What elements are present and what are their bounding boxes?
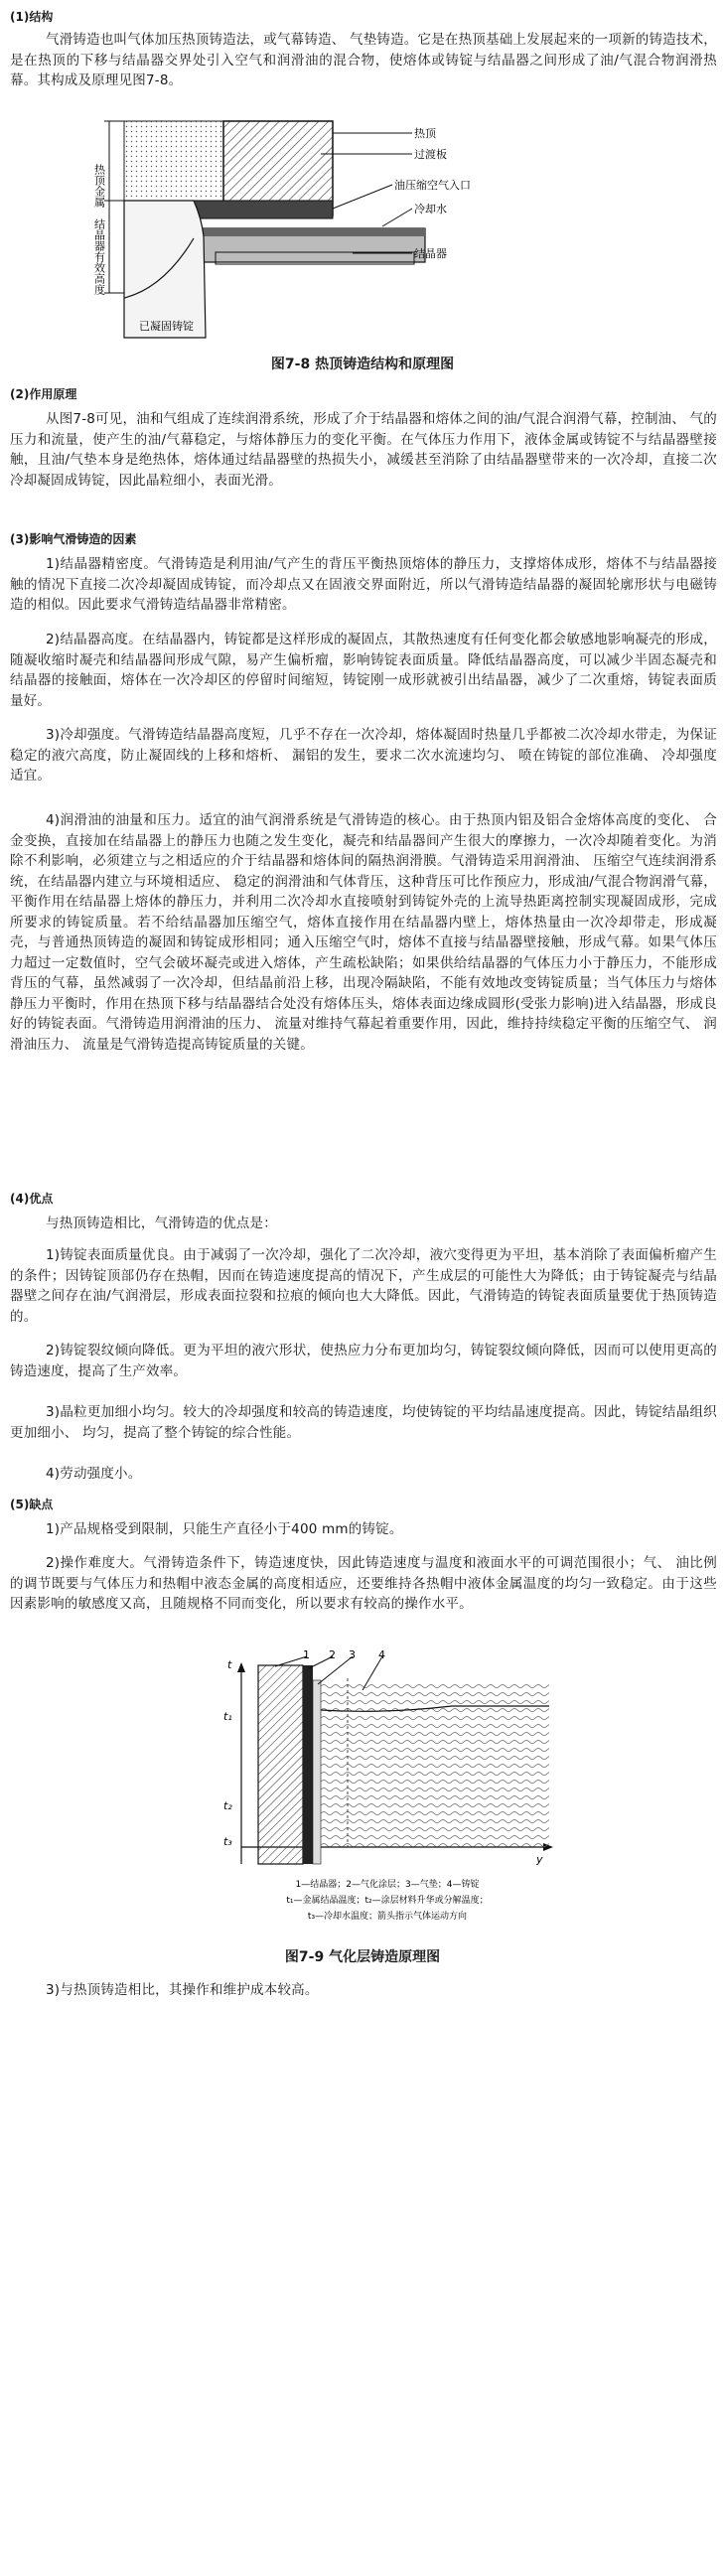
label-transition-plate: 过渡板: [414, 148, 447, 161]
label-hot-top: 热顶: [414, 127, 436, 140]
transition-plate: [194, 201, 333, 218]
label-solidified-ingot: 已凝固铸锭: [139, 320, 194, 333]
axis-label-t1: t₁: [223, 1710, 232, 1723]
solidified-ingot: [124, 201, 206, 338]
figure-7-8-caption: 图7-8 热顶铸造结构和原理图: [270, 357, 455, 372]
paragraph-factor-2: 2)结晶器高度。在结晶器内，铸锭都是这样形成的凝固点，其散热速度有任何变化都会敏感地影响凝壳的形成，随凝收缩时凝壳和结晶器间形成气隙，易产生偏析瘤，影响铸锭表面质量。降低结晶器高度，可以减少半固态凝壳和结晶器的接触面，熔体在一次冷却区的停留时间缩短，铸锭刚一成形就被引出结晶器，减少了二次重熔，铸锭表面质量好。: [10, 632, 717, 709]
mold-wall: [258, 1665, 303, 1864]
callout-2: 2: [329, 1648, 336, 1661]
paragraph-principle: 从图7-8可见，油和气组成了连续润滑系统，形成了介于结晶器和熔体之间的油/气混合润滑气幕，控制油、 气的压力和流量，使产生的油/气幕稳定，与熔体静压力的变化平衡。在气体压力作用下，液体金属或铸锭不与结晶器壁接触，且油/气垫本身是绝热体，熔体通过结晶器壁的热损失小，减缓甚至消除了由结晶器壁带来的一次冷却，直接二次冷却凝固成铸锭，因此晶粒细小，表面光滑。: [10, 411, 717, 489]
paragraph-factor-1: 1)结晶器精密度。气滑铸造是利用油/气产生的背压平衡热顶熔体的静压力，支撑熔体成形，熔体不与结晶器接触的情况下直接二次冷却凝固成铸锭，而冷却点又在固液交界面附近，所以气滑铸造结晶器的凝固轮廓形状与电磁铸造的相似。因此要求气滑铸造结晶器非常精密。: [10, 556, 717, 613]
label-hot-top-metal: 热顶金属: [92, 164, 106, 208]
axis-label-y: y: [536, 1853, 543, 1866]
hot-top-metal-region: [124, 121, 223, 201]
paragraph-disadvantage-1: 1)产品规格受到限制，只能生产直径小于400 mm的铸锭。: [46, 1521, 403, 1537]
label-oil-air-inlet: 油压缩空气入口: [394, 179, 471, 192]
callout-4: 4: [378, 1648, 385, 1661]
section-heading-structure: (1)结构: [10, 10, 54, 24]
paragraph-disadvantage-3: 3)与热顶铸造相比，其操作和维护成本较高。: [46, 1982, 319, 1998]
ingot-body: [321, 1680, 549, 1847]
label-mold: 结晶器: [414, 247, 447, 260]
figure-7-9-legend-line-2: t₁—金属结晶温度；t₂—涂层材料升华或分解温度；: [286, 1896, 489, 1906]
figure-7-8-diagram: [94, 109, 511, 348]
paragraph-advantages-intro: 与热顶铸造相比，气滑铸造的优点是：: [46, 1216, 277, 1231]
callout-1: 1: [303, 1648, 310, 1661]
paragraph-factor-3: 3)冷却强度。气滑铸造结晶器高度短，几乎不存在一次冷却，熔体凝固时热量几乎都被二次冷却水带走，为保证稳定的液穴高度，防止凝固线的上移和熔析、 漏铝的发生，要求二次水流速均匀、 喷在铸锭的部位准确、 冷却强度适宜。: [10, 727, 717, 784]
paragraph-advantage-3: 3)晶粒更加细小均匀。较大的冷却强度和较高的铸造速度，均使铸锭的平均结晶速度提高。因此，铸锭结晶组织更加细小、 均匀，提高了整个铸锭的综合性能。: [10, 1404, 717, 1441]
mold-block: [202, 228, 425, 264]
paragraph-advantage-2: 2)铸锭裂纹倾向降低。更为平坦的液穴形状，使热应力分布更加均匀，铸锭裂纹倾向降低，因而可以使用更高的铸造速度，提高了生产效率。: [10, 1343, 717, 1379]
label-effective-height: 结晶器有效高度: [92, 218, 106, 295]
paragraph-factor-4: 4)润滑油的油量和压力。适宜的油气润滑系统是气滑铸造的核心。由于热顶内铝及铝合金熔体高度的变化、 合金变换，直接加在结晶器上的静压力也随之发生变化，凝壳和结晶器间产生很大的摩擦力，一次冷却随着变化。为消除不利影响，必须建立与之相适应的介于结晶器和熔体间的隔热润滑膜。气滑铸造采用润滑油、 压缩空气连续润滑系统，在结晶器内建立与环境相适应、 稳定的润滑油和气体背压，这种背压可比作预应力，形成油/气混合物润滑气幕，平衡作用在结晶器上熔体的静压力，并利用二次冷却水直接喷射到铸锭外壳的上流导热距离控制实现凝固成形，完成所要求的铸锭质量。若不给结晶器加压缩空气，熔体直接作用在结晶器内壁上，熔体热量由一次冷却带走，形成凝壳，与普通热顶铸造的凝固和铸锭成形相同；通入压缩空气时，熔体不直接与结晶器壁接触，形成气幕。如果气体压力超过一定数值时，空气会破坏凝壳或进入熔体，产生疏松缺陷；如果供给结晶器的气体压力小于静压力，不能形成背压的气幕，虽然减弱了一次冷却，但结晶前沿上移，出现冷隔缺陷，不能有效地改变铸锭质量；当气体压力与熔体静压力平衡时，作用在热顶下移与结晶器结合处没有熔体压头，熔体表面边缘成圆形(受张力影响)进入结晶器，形成良好的铸锭表面。气滑铸造用润滑油的压力、 流量对维持气幕起着重要作用，因此，维持持续稳定平衡的压缩空气、 润滑油压力、 流量是气滑铸造提高铸锭质量的关键。: [10, 812, 717, 1053]
axis-label-t: t: [227, 1658, 232, 1671]
section-heading-advantages: (4)优点: [10, 1192, 54, 1206]
label-cooling-water: 冷却水: [414, 203, 447, 215]
callout-3: 3: [349, 1648, 356, 1661]
figure-7-9-caption: 图7-9 气化层铸造原理图: [284, 1949, 441, 1965]
section-heading-principle: (2)作用原理: [10, 387, 77, 401]
figure-7-9-legend-line-3: t₃—冷却水温度；箭头指示气体运动方向: [307, 1912, 468, 1922]
paragraph-disadvantage-2: 2)操作难度大。气滑铸造条件下，铸造速度快，因此铸造速度与温度和液面水平的可调范围很小；气、 油比例的调节既要与气体压力和热帽中液态金属的高度相适应，还要维持各热帽中液体金属温度的均匀一致稳定。由于这些因素影响的敏感度又高，且随规格不同而变化，所以要求有较高的操作水平。: [10, 1555, 717, 1612]
section-heading-disadvantages: (5)缺点: [10, 1498, 54, 1511]
axis-label-t3: t₃: [223, 1835, 232, 1848]
gas-cushion: [313, 1680, 321, 1864]
paragraph-advantage-4: 4)劳动强度小。: [46, 1466, 142, 1482]
axis-label-t2: t₂: [223, 1799, 232, 1812]
paragraph-structure: 气滑铸造也叫气体加压热顶铸造法，或气幕铸造、 气垫铸造。它是在热顶基础上发展起来的一项新的铸造技术，是在热顶的下移与结晶器交界处引入空气和润滑油的混合物，使熔体或铸锭与结晶器之间形成了油/气混合物润滑热幕。其构成及原理见图7-8。: [10, 32, 717, 88]
section-heading-factors: (3)影响气滑铸造的因素: [10, 532, 137, 546]
gasified-coating: [303, 1665, 313, 1864]
paragraph-advantage-1: 1)铸锭表面质量优良。由于减弱了一次冷却，强化了二次冷却，液穴变得更为平坦，基本消除了表面偏析瘤产生的条件；因铸锭顶部仍存在热帽，因而在铸造速度提高的情况下，产生成层的可能性大为降低；由于铸锭凝壳与结晶器壁之间存在油/气润滑层，形成表面拉裂和拉痕的倾向也大大降低。因此，气滑铸造的铸锭表面质量要优于热顶铸造的。: [10, 1247, 717, 1325]
figure-7-9-diagram: [214, 1650, 561, 1938]
figure-7-9-legend-line-1: 1—结晶器；2—气化涂层；3—气垫；4—铸锭: [295, 1880, 480, 1890]
